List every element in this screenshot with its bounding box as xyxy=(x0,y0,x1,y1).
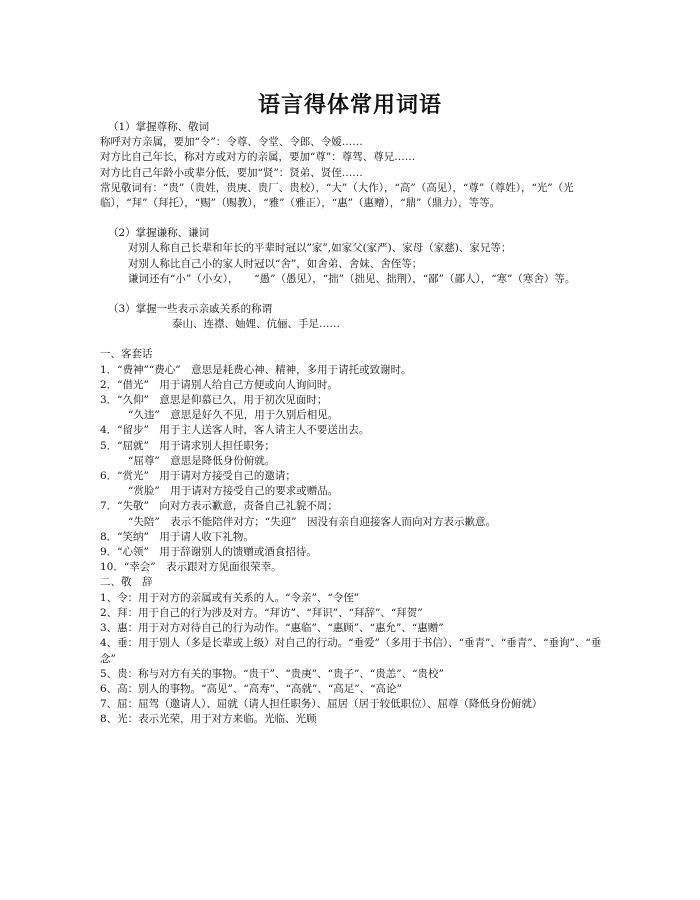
section1-line: 10．“幸会” 表示跟对方见面很荣幸。 xyxy=(100,561,282,574)
section2-line: 1、令：用于对方的亲属或有关系的人。“令亲”、“令侄” xyxy=(100,591,360,604)
section2-heading: 二、敬 辞 xyxy=(100,576,153,589)
section1-heading: 一、客套话 xyxy=(100,348,153,361)
section2-line: 5、贵：称与对方有关的事物。“贵干”、“贵庚”、“贵子”、“贵恙”、“贵校” xyxy=(100,667,444,680)
part1-line: 称呼对方亲属，要加“令”：令尊、令堂、令郎、令嫒…… xyxy=(100,136,363,149)
page-title: 语言得体常用词语 xyxy=(257,92,442,118)
part2-heading: （2）掌握谦称、谦词 xyxy=(108,227,210,240)
part2-line: 谦词还有“小”（小女）， “愚”（愚见），“拙”（拙见、拙荆），“鄙”（鄙人），“寒”（寒舍）等。 xyxy=(128,272,576,285)
document-body xyxy=(100,120,610,728)
part1-line: 常见敬词有：“贵”（贵姓，贵庚、贵厂、贵校），“大”（大作），“高”（高见），“尊”（尊姓），“光”（光临），“拜”（拜托），“赐”（赐教），“雅”（雅正），“惠”（惠赠），“鼎”（鼎力），等等。 xyxy=(100,181,574,210)
section1-line: 4．“留步” 用于主人送客人时，客人请主人不要送出去。 xyxy=(100,424,370,437)
section1-line: 7．“失敬” 向对方表示歉意，责备自己礼貌不周； xyxy=(100,500,338,513)
section2-line: 6、高：别人的事物。“高见”、“高寿”、“高就”、“高足”、“高论” xyxy=(100,682,402,695)
section1-line: “久违” 意思是好久不见，用于久别后相见。 xyxy=(128,409,339,422)
section1-line: “失陪” 表示不能陪伴对方；“失迎” 因没有亲自迎接客人而向对方表示歉意。 xyxy=(128,515,496,528)
section2-line: 2、拜：用于自己的行为涉及对方。“拜访”、“拜识”、“拜辞”、“拜贺” xyxy=(100,606,423,619)
part1-line: 对方比自己年长，称对方或对方的亲属，要加“尊”：尊驾、尊兄…… xyxy=(100,151,416,164)
section1-line: 9．“心领” 用于辞谢别人的馈赠或酒食招待。 xyxy=(100,546,317,559)
section2-line: 8、光：表示光荣，用于对方来临。光临、光顾 xyxy=(100,713,317,726)
section2-line: 4、垂：用于别人（多是长辈或上级）对自己的行动。“垂爱”（多用于书信）、“垂青”、“垂青”、“垂询”、“垂念” xyxy=(100,637,602,665)
section1-line: 8．“笑纳” 用于请人收下礼物。 xyxy=(100,530,254,543)
section1-line: 2．“借光” 用于请别人给自己方便或向人询问时。 xyxy=(100,378,338,391)
section1-line: “屈尊” 意思是降低身份俯就。 xyxy=(128,454,276,467)
part2-line: 对别人称自己长辈和年长的平辈时冠以”家”,如家父(家严)、家母（家慈)、家兄等； xyxy=(128,242,512,255)
section2-line: 7、屈：屈驾（邀请人）、屈就（请人担任职务）、屈居（居于较低职位）、屈尊（降低身份俯就） xyxy=(100,698,543,711)
section1-line: 1．“费神”“费心” 意思是耗费心神、精神，多用于请托或致谢时。 xyxy=(100,363,412,376)
section1-line: “赏脸” 用于请对方接受自己的要求或赠品。 xyxy=(128,485,339,498)
section1-line: 6．“赏光” 用于请对方接受自己的邀请； xyxy=(100,470,296,483)
part3-heading: （3）掌握一些表示亲戚关系的称谓 xyxy=(108,303,273,316)
section2-line: 3、惠：用于对方对待自己的行为动作。“惠临”、“惠顾”、“惠允”、“惠赠” xyxy=(100,622,444,635)
part3-line: 泰山、连襟、妯娌、伉俪、手足…… xyxy=(172,318,340,331)
section1-line: 3．“久仰” 意思是仰慕已久，用于初次见面时； xyxy=(100,394,328,407)
part2-line: 对别人称比自己小的家人时冠以“舍”，如舍弟、舍妹、舍侄等； xyxy=(128,257,423,270)
section1-line: 5．“屈就” 用于请求别人担任职务； xyxy=(100,439,275,452)
part1-line: 对方比自己年龄小或辈分低，要加“贤”：贤弟、贤侄…… xyxy=(100,166,363,179)
part1-heading: （1）掌握尊称、敬词 xyxy=(108,121,210,133)
